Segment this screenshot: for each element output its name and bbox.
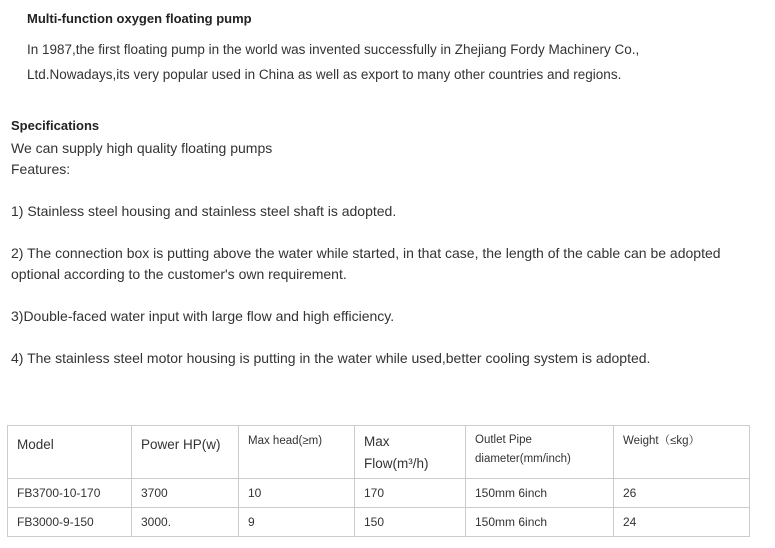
features-label: Features: [11, 161, 71, 177]
header-max-head: Max head(≥m) [239, 426, 355, 479]
header-outlet-pipe: Outlet Pipe diameter(mm/inch) [466, 426, 614, 479]
cell-max-flow: 170 [355, 479, 466, 508]
header-power: Power HP(w) [132, 426, 239, 479]
cell-max-head: 9 [239, 508, 355, 537]
header-max-flow: Max Flow(m³/h) [355, 426, 466, 479]
feature-1: 1) Stainless steel housing and stainless steel shaft is adopted. [11, 203, 397, 219]
cell-outlet-pipe: 150mm 6inch [466, 479, 614, 508]
specifications-table [7, 425, 750, 537]
cell-max-flow: 150 [355, 508, 466, 537]
cell-model: FB3700-10-170 [8, 479, 132, 508]
feature-4: 4) The stainless steel motor housing is putting in the water while used,better cooling system is adopted. [11, 350, 651, 366]
cell-power: 3000. [132, 508, 239, 537]
feature-2-line-2: optional according to the customer's own requirement. [11, 266, 347, 282]
cell-model: FB3000-9-150 [8, 508, 132, 537]
cell-weight: 26 [614, 479, 750, 508]
table-row [8, 479, 750, 508]
cell-outlet-pipe: 150mm 6inch [466, 508, 614, 537]
feature-2-line-1: 2) The connection box is putting above the water while started, in that case, the length of the cable can be adopted [11, 245, 721, 261]
cell-max-head: 10 [239, 479, 355, 508]
intro-line-1: In 1987,the first floating pump in the world was invented successfully in Zhejiang Fordy Machinery Co., [27, 42, 640, 57]
specifications-heading: Specifications [11, 118, 100, 133]
header-model: Model [8, 426, 132, 479]
supply-text: We can supply high quality floating pumps [11, 140, 273, 156]
intro-line-2: Ltd.Nowadays,its very popular used in China as well as export to many other countries and regions. [27, 67, 622, 82]
table-row [8, 508, 750, 537]
cell-weight: 24 [614, 508, 750, 537]
header-weight: Weight（≤kg） [614, 426, 750, 479]
cell-power: 3700 [132, 479, 239, 508]
table-header-row [8, 426, 750, 479]
feature-3: 3)Double-faced water input with large flow and high efficiency. [11, 308, 395, 324]
page-title: Multi-function oxygen floating pump [27, 11, 252, 26]
